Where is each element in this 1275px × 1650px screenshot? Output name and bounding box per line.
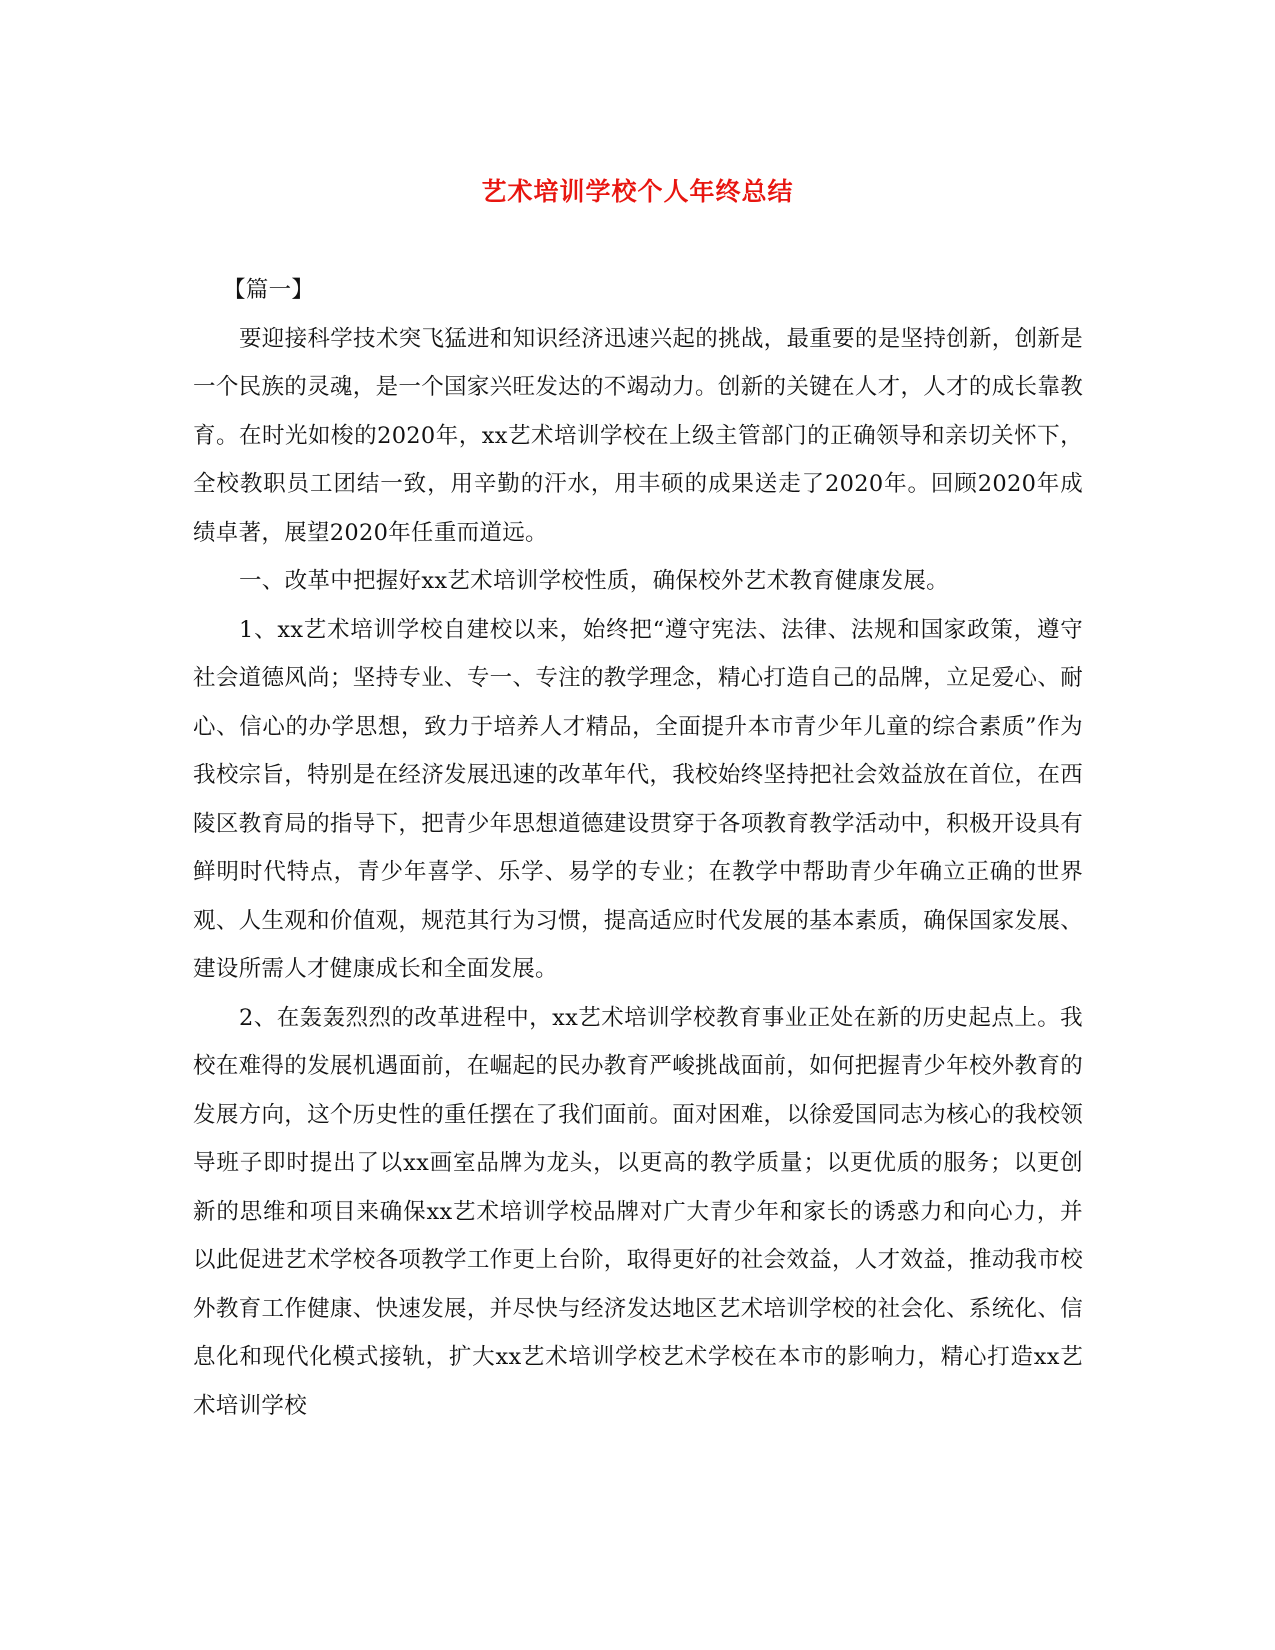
paragraph-item-1: 1、xx艺术培训学校自建校以来，始终把“遵守宪法、法律、法规和国家政策，遵守社会道德风尚；坚持专业、专一、专注的教学理念，精心打造自己的品牌，立足爱心、耐心、信心的办学思想，致力于培养人才精品，全面提升本市青少年儿童的综合素质”作为我校宗旨，特别是在经济发展迅速的改革年代，我校始终坚持把社会效益放在首位，在西陵区教育局的指导下，把青少年思想道德建设贯穿于各项教育教学活动中，积极开设具有鲜明时代特点，青少年喜学、乐学、易学的专业；在教学中帮助青少年确立正确的世界观、人生观和价值观，规范其行为习惯，提高适应时代发展的基本素质，确保国家发展、建设所需人才健康成长和全面发展。: [193, 616, 1083, 982]
paragraph-item-2: 2、在轰轰烈烈的改革进程中，xx艺术培训学校教育事业正处在新的历史起点上。我校在难得的发展机遇面前，在崛起的民办教育严峻挑战面前，如何把握青少年校外教育的发展方向，这个历史性的重任摆在了我们面前。面对困难，以徐爱国同志为核心的我校领导班子即时提出了以xx画室品牌为龙头，以更高的教学质量；以更优质的服务；以更创新的思维和项目来确保xx艺术培训学校品牌对广大青少年和家长的诱惑力和向心力，并以此促进艺术学校各项教学工作更上台阶，取得更好的社会效益，人才效益，推动我市校外教育工作健康、快速发展，并尽快与经济发达地区艺术培训学校的社会化、系统化、信息化和现代化模式接轨，扩大xx艺术培训学校艺术学校在本市的影响力，精心打造xx艺术培训学校: [193, 1004, 1083, 1419]
document-title: 艺术培训学校个人年终总结: [481, 177, 794, 206]
section-heading-1: 一、改革中把握好xx艺术培训学校性质，确保校外艺术教育健康发展。: [239, 568, 949, 594]
part-label: 【篇一】: [223, 277, 315, 303]
document-body: [193, 266, 1083, 1430]
intro-paragraph: 要迎接科学技术突飞猛进和知识经济迅速兴起的挑战，最重要的是坚持创新，创新是一个民族的灵魂，是一个国家兴旺发达的不竭动力。创新的关键在人才，人才的成长靠教育。在时光如梭的2020年，xx艺术培训学校在上级主管部门的正确领导和亲切关怀下，全校教职员工团结一致，用辛勤的汗水，用丰硕的成果送走了2020年。回顾2020年成绩卓著，展望2020年任重而道远。: [193, 325, 1083, 546]
